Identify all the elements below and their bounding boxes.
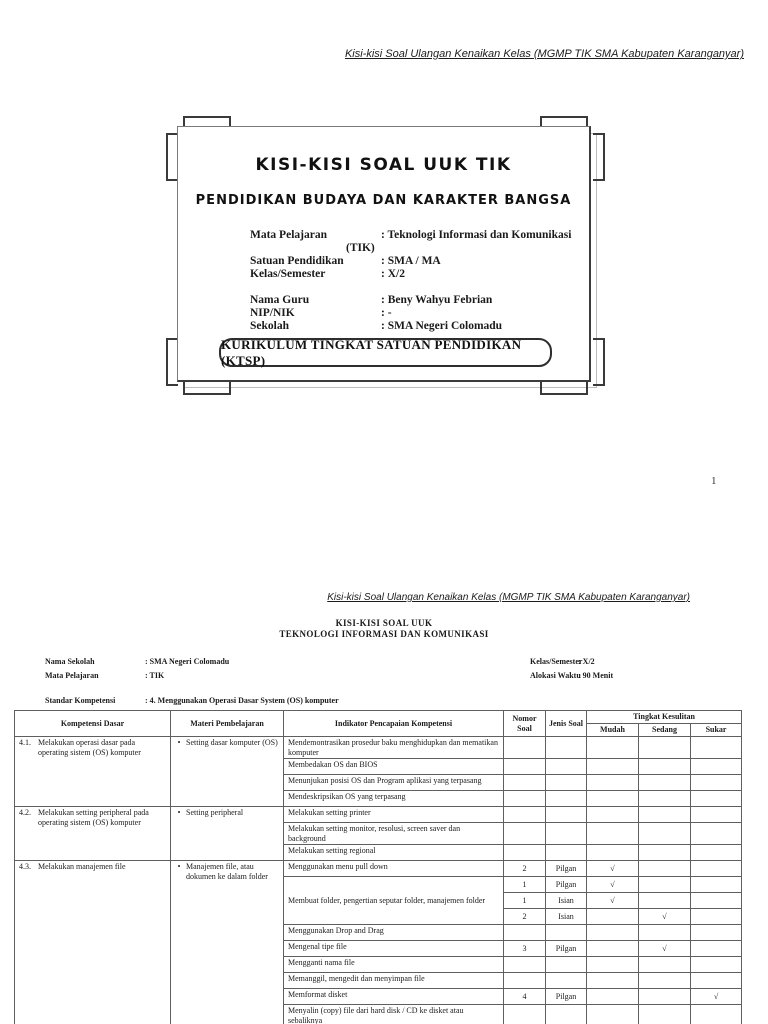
nomor-soal-cell xyxy=(504,791,546,807)
nomor-soal-cell xyxy=(504,807,546,823)
kisi-table xyxy=(14,710,742,1024)
field-label: Nama Guru xyxy=(250,294,310,306)
field-value: : SMA / MA xyxy=(381,255,441,267)
kompetensi-dasar-cell: 4.2. Melakukan setting peripheral pada operating sistem (OS) komputer xyxy=(15,807,171,861)
jenis-soal-cell: Isian xyxy=(546,909,587,925)
tingkat-sedang-cell xyxy=(639,877,691,893)
field-row xyxy=(250,307,571,320)
tingkat-sedang-cell xyxy=(639,759,691,775)
field-label xyxy=(250,242,346,255)
standar-kompetensi-row xyxy=(45,696,339,705)
tingkat-sukar-cell xyxy=(691,877,742,893)
field-label: Kelas/Semester xyxy=(250,268,326,280)
tingkat-sukar-cell xyxy=(691,957,742,973)
indikator-cell: Membuat folder, pengertian seputar folder, manajemen folder xyxy=(284,877,504,925)
tingkat-mudah-cell: √ xyxy=(587,861,639,877)
column-header-mudah: Mudah xyxy=(587,724,639,737)
standar-kompetensi-value: : 4. Menggunakan Operasi Dasar System (OS) komputer xyxy=(145,696,339,705)
column-header-nomor-soal: Nomor Soal xyxy=(504,711,546,737)
corner-mark-icon xyxy=(593,133,605,181)
tingkat-sukar-cell xyxy=(691,775,742,791)
indikator-cell: Mendeskripsikan OS yang terpasang xyxy=(284,791,504,807)
indikator-cell: Memanggil, mengedit dan menyimpan file xyxy=(284,973,504,989)
tingkat-mudah-cell: √ xyxy=(587,877,639,893)
nomor-soal-cell: 1 xyxy=(504,877,546,893)
tingkat-sukar-cell xyxy=(691,737,742,759)
cover-frame xyxy=(177,126,591,382)
tingkat-sedang-cell xyxy=(639,925,691,941)
jenis-soal-cell xyxy=(546,823,587,845)
tingkat-mudah-cell xyxy=(587,791,639,807)
table-row xyxy=(15,861,742,877)
tingkat-mudah-cell xyxy=(587,957,639,973)
nomor-soal-cell: 3 xyxy=(504,941,546,957)
jenis-soal-cell: Pilgan xyxy=(546,877,587,893)
nomor-soal-cell xyxy=(504,925,546,941)
tingkat-sedang-cell xyxy=(639,737,691,759)
tingkat-sukar-cell xyxy=(691,845,742,861)
tingkat-sedang-cell xyxy=(639,893,691,909)
info-label: Alokasi Waktu xyxy=(530,671,581,680)
tingkat-mudah-cell xyxy=(587,989,639,1005)
indikator-cell: Melakukan setting printer xyxy=(284,807,504,823)
tingkat-mudah-cell xyxy=(587,807,639,823)
field-label: Satuan Pendidikan xyxy=(250,255,344,267)
table-row xyxy=(15,807,742,823)
info-row xyxy=(530,669,613,683)
indikator-cell: Menunjukan posisi OS dan Program aplikasi yang terpasang xyxy=(284,775,504,791)
tingkat-mudah-cell xyxy=(587,909,639,925)
tingkat-mudah-cell xyxy=(587,973,639,989)
corner-mark-icon xyxy=(540,382,588,395)
corner-mark-icon xyxy=(183,382,231,395)
tingkat-sukar-cell: √ xyxy=(691,989,742,1005)
tingkat-sedang-cell xyxy=(639,823,691,845)
info-value: : X/2 xyxy=(578,657,595,666)
tingkat-sedang-cell: √ xyxy=(639,941,691,957)
running-header xyxy=(327,592,690,603)
curriculum-badge: KURIKULUM TINGKAT SATUAN PENDIDIKAN (KTSP) xyxy=(219,338,552,367)
field-row xyxy=(250,255,571,268)
field-value: : X/2 xyxy=(381,268,405,280)
tingkat-sukar-cell xyxy=(691,861,742,877)
jenis-soal-cell xyxy=(546,1005,587,1024)
table-row xyxy=(15,737,742,759)
kompetensi-dasar-cell: 4.1. Melakukan operasi dasar pada operating sistem (OS) komputer xyxy=(15,737,171,807)
tingkat-sukar-cell xyxy=(691,1005,742,1024)
info-value: : SMA Negeri Colomadu xyxy=(145,657,230,666)
indikator-cell: Menggunakan menu pull down xyxy=(284,861,504,877)
field-value: : - xyxy=(381,307,392,319)
tingkat-mudah-cell xyxy=(587,775,639,791)
doc-title-line1: KISI-KISI SOAL UUK xyxy=(335,618,433,628)
tingkat-sedang-cell: √ xyxy=(639,909,691,925)
table-header-row xyxy=(15,711,742,724)
tingkat-sedang-cell xyxy=(639,791,691,807)
column-header-kompetensi: Kompetensi Dasar xyxy=(15,711,171,737)
tingkat-mudah-cell xyxy=(587,925,639,941)
info-label: Kelas/Semester xyxy=(530,657,583,666)
column-header-sukar: Sukar xyxy=(691,724,742,737)
column-header-sedang: Sedang xyxy=(639,724,691,737)
field-label: Mata Pelajaran xyxy=(250,229,327,241)
nomor-soal-cell: 2 xyxy=(504,861,546,877)
tingkat-mudah-cell xyxy=(587,823,639,845)
indikator-cell: Menyalin (copy) file dari hard disk / CD ke disket atau sebaliknya xyxy=(284,1005,504,1024)
running-header-text: Kisi-kisi Soal Ulangan Kenaikan Kelas (MGMP TIK SMA Kabupaten Karanganyar) xyxy=(327,592,690,603)
indikator-cell: Memformat disket xyxy=(284,989,504,1005)
tingkat-sukar-cell xyxy=(691,909,742,925)
tingkat-mudah-cell: √ xyxy=(587,893,639,909)
info-row xyxy=(530,655,613,669)
tingkat-sukar-cell xyxy=(691,807,742,823)
jenis-soal-cell xyxy=(546,957,587,973)
nomor-soal-cell xyxy=(504,775,546,791)
info-label: Mata Pelajaran xyxy=(45,671,99,680)
tingkat-sukar-cell xyxy=(691,823,742,845)
tingkat-sukar-cell xyxy=(691,925,742,941)
field-label: NIP/NIK xyxy=(250,307,295,319)
tingkat-mudah-cell xyxy=(587,941,639,957)
tingkat-mudah-cell xyxy=(587,737,639,759)
jenis-soal-cell xyxy=(546,845,587,861)
info-row xyxy=(45,669,229,683)
jenis-soal-cell xyxy=(546,759,587,775)
jenis-soal-cell: Pilgan xyxy=(546,989,587,1005)
tingkat-sedang-cell xyxy=(639,989,691,1005)
column-header-jenis-soal: Jenis Soal xyxy=(546,711,587,737)
tingkat-sedang-cell xyxy=(639,861,691,877)
jenis-soal-cell xyxy=(546,973,587,989)
jenis-soal-cell: Isian xyxy=(546,893,587,909)
running-header-text: Kisi-kisi Soal Ulangan Kenaikan Kelas (MGMP TIK SMA Kabupaten Karanganyar) xyxy=(344,48,744,60)
kisi-table-body xyxy=(15,737,742,1024)
nomor-soal-cell xyxy=(504,973,546,989)
kompetensi-dasar-cell: 4.3. Melakukan manajemen file xyxy=(15,861,171,1024)
tingkat-sedang-cell xyxy=(639,957,691,973)
nomor-soal-cell xyxy=(504,823,546,845)
doc-title-line2: TEKNOLOGI INFORMASI DAN KOMUNIKASI xyxy=(279,629,489,639)
tingkat-sukar-cell xyxy=(691,893,742,909)
jenis-soal-cell xyxy=(546,791,587,807)
standar-kompetensi-label: Standar Kompetensi xyxy=(45,696,116,705)
jenis-soal-cell xyxy=(546,737,587,759)
column-header-indikator: Indikator Pencapaian Kompetensi xyxy=(284,711,504,737)
jenis-soal-cell: Pilgan xyxy=(546,861,587,877)
jenis-soal-cell: Pilgan xyxy=(546,941,587,957)
info-row xyxy=(45,655,229,669)
indikator-cell: Melakukan setting regional xyxy=(284,845,504,861)
indikator-cell: Membedakan OS dan BIOS xyxy=(284,759,504,775)
tingkat-sedang-cell xyxy=(639,973,691,989)
field-value: : Teknologi Informasi dan Komunikasi xyxy=(381,229,572,241)
field-row xyxy=(250,320,571,333)
nomor-soal-cell: 4 xyxy=(504,989,546,1005)
field-row xyxy=(250,268,571,281)
tingkat-sukar-cell xyxy=(691,759,742,775)
field-row xyxy=(250,229,571,242)
info-value: : TIK xyxy=(145,671,165,680)
indikator-cell: Mengganti nama file xyxy=(284,957,504,973)
materi-cell: • Setting peripheral xyxy=(171,807,284,861)
info-block-left xyxy=(45,655,229,683)
info-block-right xyxy=(530,655,613,683)
tingkat-mudah-cell xyxy=(587,1005,639,1024)
running-header xyxy=(345,48,744,60)
nomor-soal-cell xyxy=(504,845,546,861)
nomor-soal-cell xyxy=(504,759,546,775)
jenis-soal-cell xyxy=(546,925,587,941)
tingkat-sukar-cell xyxy=(691,941,742,957)
tingkat-sedang-cell xyxy=(639,1005,691,1024)
nomor-soal-cell: 1 xyxy=(504,893,546,909)
materi-cell: • Manajemen file, atau dokumen ke dalam folder xyxy=(171,861,284,1024)
nomor-soal-cell xyxy=(504,957,546,973)
indikator-cell: Mengenal tipe file xyxy=(284,941,504,957)
field-row xyxy=(250,294,571,307)
jenis-soal-cell xyxy=(546,807,587,823)
tingkat-sedang-cell xyxy=(639,775,691,791)
nomor-soal-cell: 2 xyxy=(504,909,546,925)
column-header-materi: Materi Pembelajaran xyxy=(171,711,284,737)
tingkat-sedang-cell xyxy=(639,845,691,861)
corner-mark-icon xyxy=(593,338,605,386)
materi-cell: • Setting dasar komputer (OS) xyxy=(171,737,284,807)
jenis-soal-cell xyxy=(546,775,587,791)
indikator-cell: Melakukan setting monitor, resolusi, screen saver dan background xyxy=(284,823,504,845)
field-value: : SMA Negeri Colomadu xyxy=(381,320,503,332)
info-label: Nama Sekolah xyxy=(45,657,95,666)
nomor-soal-cell xyxy=(504,1005,546,1024)
tingkat-mudah-cell xyxy=(587,759,639,775)
doc-title xyxy=(14,618,754,640)
field-row xyxy=(250,242,571,255)
nomor-soal-cell xyxy=(504,737,546,759)
indikator-cell: Menggunakan Drop and Drag xyxy=(284,925,504,941)
tingkat-mudah-cell xyxy=(587,845,639,861)
field-value: (TIK) xyxy=(346,242,375,254)
field-label: Sekolah xyxy=(250,320,289,332)
indikator-cell: Mendemontrasikan prosedur baku menghidupkan dan mematikan komputer xyxy=(284,737,504,759)
page-number: 1 xyxy=(711,475,717,487)
tingkat-sukar-cell xyxy=(691,973,742,989)
cover-subtitle: PENDIDIKAN BUDAYA DAN KARAKTER BANGSA xyxy=(195,193,572,208)
cover-fields xyxy=(250,229,571,333)
tingkat-sukar-cell xyxy=(691,791,742,807)
info-value: : 90 Menit xyxy=(578,671,614,680)
column-header-tingkat-kesulitan: Tingkat Kesulitan xyxy=(587,711,742,724)
cover-title: KISI-KISI SOAL UUK TIK xyxy=(255,155,512,175)
tingkat-sedang-cell xyxy=(639,807,691,823)
field-value: : Beny Wahyu Febrian xyxy=(381,294,493,306)
